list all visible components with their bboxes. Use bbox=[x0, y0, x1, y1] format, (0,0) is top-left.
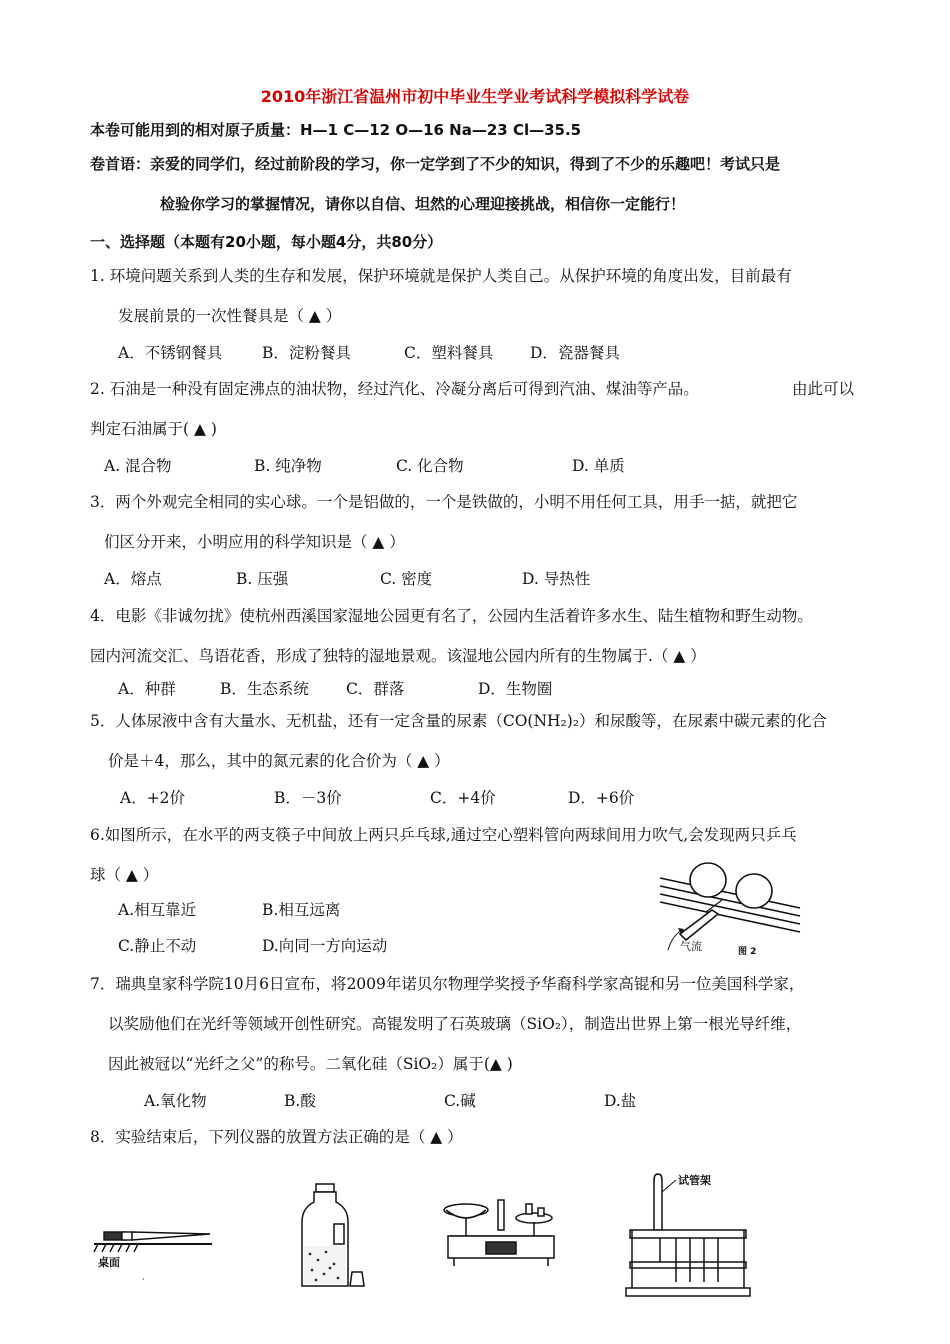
svg-text:·: · bbox=[142, 1275, 145, 1285]
q2-line-1-end: 由此可以 bbox=[792, 380, 855, 398]
q7-option-a: A.氧化物 bbox=[144, 1092, 207, 1110]
q7-line-2: 以奖励他们在光纤等领域开创性研究。高锟发明了石英玻璃（SiO₂），制造出世界上第一根光导纤维， bbox=[108, 1015, 802, 1033]
q1-line-2: 发展前景的一次性餐具是（ ▲ ） bbox=[118, 307, 342, 325]
q3-option-a: A．熔点 bbox=[104, 570, 162, 588]
q1-option-c: C．塑料餐具 bbox=[404, 344, 494, 362]
q5-option-d: D．+6价 bbox=[568, 789, 635, 807]
q2-line-2: 判定石油属于( ▲ ) bbox=[90, 420, 217, 438]
q2-option-a: A. 混合物 bbox=[104, 457, 172, 475]
ping-pong-ball-right bbox=[736, 874, 772, 908]
q6-option-a: A.相互靠近 bbox=[118, 901, 197, 919]
atomic-mass-note: 本卷可能用到的相对原子质量：H—1 C—12 O—16 Na—23 Cl—35.5 bbox=[90, 121, 582, 139]
q8-rack-label: 试管架 bbox=[678, 1174, 711, 1187]
q4-option-d: D．生物圈 bbox=[478, 680, 553, 698]
q2-line-1: 2. 石油是一种没有固定沸点的油状物，经过汽化、冷凝分离后可得到汽油、煤油等产品。 bbox=[90, 380, 699, 398]
q6-option-b: B.相互远离 bbox=[262, 901, 341, 919]
q8-figure-bottle bbox=[290, 1182, 370, 1294]
q3-option-c: C. 密度 bbox=[380, 570, 433, 588]
q6-figure bbox=[650, 850, 810, 960]
ping-pong-ball-left bbox=[690, 863, 726, 897]
q7-line-1: 7．瑞典皇家科学院10月6日宣布，将2009年诺贝尔物理学奖授予华裔科学家高锟和另一位美国科学家， bbox=[90, 975, 805, 993]
section-heading: 一、选择题（本题有20小题，每小题4分，共80分） bbox=[90, 233, 443, 251]
q5-option-b: B．－3价 bbox=[274, 789, 342, 807]
q5-line-1: 5．人体尿液中含有大量水、无机盐，还有一定含量的尿素（CO(NH₂)₂）和尿酸等，在尿素中碳元素的化合 bbox=[90, 712, 828, 730]
q5-option-c: C．+4价 bbox=[430, 789, 496, 807]
q3-line-2: 们区分开来，小明应用的科学知识是（ ▲ ） bbox=[104, 533, 405, 551]
q7-line-3: 因此被冠以“光纤之父”的称号。二氧化硅（SiO₂）属于(▲ ) bbox=[108, 1055, 513, 1073]
exam-title: 2010年浙江省温州市初中毕业生学业考试科学模拟科学试卷 bbox=[260, 87, 690, 106]
q8-figure-balance bbox=[440, 1196, 564, 1292]
q8-figure-test-tube-rack bbox=[620, 1170, 760, 1298]
q3-line-1: 3．两个外观完全相同的实心球。一个是铝做的，一个是铁做的，小明不用任何工具，用手一掂，就把它 bbox=[90, 493, 798, 511]
q4-option-c: C．群落 bbox=[346, 680, 405, 698]
q1-line-1: 1. 环境问题关系到人类的生存和发展，保护环境就是保护人类自己。从保护环境的角度出发，目前最有 bbox=[90, 267, 792, 285]
q2-option-d: D. 单质 bbox=[572, 457, 625, 475]
q3-option-d: D. 导热性 bbox=[522, 570, 591, 588]
q6-line-1: 6.如图所示，在水平的两支筷子中间放上两只乒乓球,通过空心塑料管向两球间用力吹气,会发现两只乒乓 bbox=[90, 826, 797, 844]
q6-line-2: 球（ ▲ ） bbox=[90, 866, 159, 884]
q4-option-b: B．生态系统 bbox=[220, 680, 309, 698]
q5-line-2: 价是＋4，那么，其中的氮元素的化合价为（ ▲ ） bbox=[108, 752, 450, 770]
q2-option-b: B. 纯净物 bbox=[254, 457, 322, 475]
q2-option-c: C. 化合物 bbox=[396, 457, 464, 475]
q3-option-b: B. 压强 bbox=[236, 570, 289, 588]
q5-option-a: A．+2价 bbox=[120, 789, 186, 807]
q1-option-a: A．不锈钢餐具 bbox=[118, 344, 223, 362]
q6-figure-caption: 图 2 bbox=[738, 947, 757, 957]
q8-table-label: 桌面 bbox=[98, 1256, 120, 1269]
preface-line-2: 检验你学习的掌握情况，请你以自信、坦然的心理迎接挑战，相信你一定能行！ bbox=[160, 195, 686, 213]
q4-line-1: 4．电影《非诚勿扰》使杭州西溪国家湿地公园更有名了，公园内生活着许多水生、陆生植物和野生动物。 bbox=[90, 607, 813, 625]
q7-option-b: B.酸 bbox=[284, 1092, 316, 1110]
q4-line-2: 园内河流交汇、鸟语花香，形成了独特的湿地景观。该湿地公园内所有的生物属于.（ ▲ ） bbox=[90, 647, 706, 665]
q7-option-d: D.盐 bbox=[604, 1092, 637, 1110]
q4-option-a: A．种群 bbox=[118, 680, 176, 698]
q8-figure-dropper bbox=[92, 1222, 222, 1286]
preface-line-1: 卷首语：亲爱的同学们，经过前阶段的学习，你一定学到了不少的知识，得到了不少的乐趣吧！考试只是 bbox=[90, 155, 781, 173]
q6-option-c: C.静止不动 bbox=[118, 937, 197, 955]
q1-option-b: B．淀粉餐具 bbox=[262, 344, 351, 362]
q7-option-c: C.碱 bbox=[444, 1092, 476, 1110]
q1-option-d: D．瓷器餐具 bbox=[530, 344, 620, 362]
q6-airflow-label: 气流 bbox=[680, 940, 702, 953]
q6-option-d: D.向同一方向运动 bbox=[262, 937, 388, 955]
straw bbox=[680, 910, 718, 940]
q8-line-1: 8．实验结束后，下列仪器的放置方法正确的是（ ▲ ） bbox=[90, 1128, 463, 1146]
